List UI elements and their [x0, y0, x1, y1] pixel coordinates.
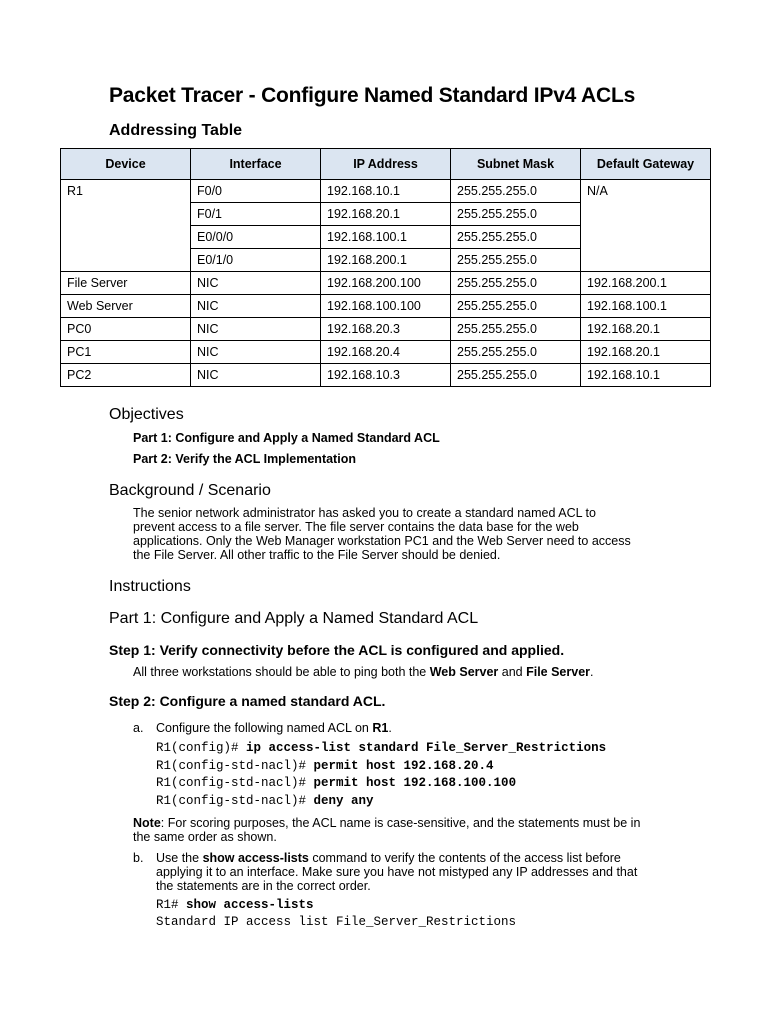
table-row — [61, 341, 711, 364]
cell-mask: 255.255.255.0 — [451, 295, 581, 318]
item-b-line: applying it to an interface. Make sure you have not mistyped any IP addresses and that — [156, 865, 638, 879]
item-b-text-a: Use the — [156, 851, 203, 865]
step1-text — [133, 665, 663, 679]
note-line — [133, 816, 663, 830]
cell-interface: NIC — [191, 318, 321, 341]
cell-interface: F0/0 — [191, 180, 321, 203]
cell-mask: 255.255.255.0 — [451, 272, 581, 295]
cell-device: PC0 — [61, 318, 191, 341]
code-line — [156, 741, 606, 755]
code-command: show access-lists — [186, 898, 314, 912]
code-line — [156, 776, 516, 790]
cell-mask: 255.255.255.0 — [451, 364, 581, 387]
item-b-text-b: command to verify the contents of the access list before — [308, 851, 621, 865]
step1-text-c: . — [590, 665, 594, 679]
item-b-line — [156, 851, 676, 865]
cell-device: PC2 — [61, 364, 191, 387]
background-line: applications. Only the Web Manager workstation PC1 and the Web Server need to access — [133, 534, 631, 548]
cell-device: Web Server — [61, 295, 191, 318]
background-line: The senior network administrator has asked you to create a standard named ACL to — [133, 506, 596, 520]
cell-mask: 255.255.255.0 — [451, 180, 581, 203]
background-line: prevent access to a file server. The file server contains the data base for the web — [133, 520, 579, 534]
code-command: ip access-list standard File_Server_Restrictions — [246, 741, 607, 755]
code-command: permit host 192.168.100.100 — [313, 776, 517, 790]
cell-ip: 192.168.100.100 — [321, 295, 451, 318]
cell-gateway: 192.168.200.1 — [581, 272, 711, 295]
note-text: : For scoring purposes, the ACL name is case-sensitive, and the statements must be in — [160, 816, 641, 830]
table-row — [61, 180, 711, 203]
cell-mask: 255.255.255.0 — [451, 203, 581, 226]
objectives-heading: Objectives — [109, 406, 184, 423]
cell-mask: 255.255.255.0 — [451, 341, 581, 364]
background-heading: Background / Scenario — [109, 482, 271, 499]
cell-gateway: 192.168.10.1 — [581, 364, 711, 387]
cell-ip: 192.168.100.1 — [321, 226, 451, 249]
cell-ip: 192.168.20.1 — [321, 203, 451, 226]
router-label: R1 — [372, 721, 389, 735]
note-line: the same order as shown. — [133, 830, 277, 844]
item-a-end: . — [388, 721, 392, 735]
code-output: Standard IP access list File_Server_Restrictions — [156, 915, 517, 929]
code-prompt: R1(config)# — [156, 741, 247, 755]
item-b-text — [156, 851, 676, 893]
addressing-table — [60, 148, 711, 387]
table-row — [61, 272, 711, 295]
show-command-label: show access-lists — [202, 851, 309, 865]
cell-device: File Server — [61, 272, 191, 295]
header-mask: Subnet Mask — [451, 149, 581, 180]
cell-interface: NIC — [191, 364, 321, 387]
note-paragraph — [133, 816, 663, 844]
file-server-label: File Server — [526, 665, 591, 679]
step1-heading: Step 1: Verify connectivity before the ACL is configured and applied. — [109, 642, 565, 658]
code-line — [156, 794, 374, 808]
cell-ip: 192.168.10.1 — [321, 180, 451, 203]
header-interface: Interface — [191, 149, 321, 180]
cell-mask: 255.255.255.0 — [451, 249, 581, 272]
step1-text-b: and — [498, 665, 527, 679]
addressing-heading: Addressing Table — [109, 122, 243, 139]
item-a-label: a. — [133, 721, 144, 735]
cell-interface: E0/1/0 — [191, 249, 321, 272]
cell-interface: NIC — [191, 272, 321, 295]
code-prompt: R1(config-std-nacl)# — [156, 794, 314, 808]
instructions-heading: Instructions — [109, 578, 191, 595]
item-b-label: b. — [133, 851, 144, 865]
cell-gateway: 192.168.20.1 — [581, 341, 711, 364]
cell-ip: 192.168.200.100 — [321, 272, 451, 295]
cell-ip: 192.168.10.3 — [321, 364, 451, 387]
item-a-text-a: Configure the following named ACL on — [156, 721, 373, 735]
note-label: Note — [133, 816, 161, 830]
header-gateway: Default Gateway — [581, 149, 711, 180]
cell-mask: 255.255.255.0 — [451, 318, 581, 341]
code-prompt: R1(config-std-nacl)# — [156, 776, 314, 790]
table-row — [61, 295, 711, 318]
background-paragraph — [133, 506, 663, 562]
step2-heading: Step 2: Configure a named standard ACL. — [109, 693, 386, 709]
background-line: the File Server. All other traffic to the File Server should be denied. — [133, 548, 501, 562]
code-prompt: R1(config-std-nacl)# — [156, 759, 314, 773]
code-command: permit host 192.168.20.4 — [313, 759, 494, 773]
table-row — [61, 318, 711, 341]
cell-interface: F0/1 — [191, 203, 321, 226]
step1-text-a: All three workstations should be able to ping both the — [133, 665, 430, 679]
web-server-label: Web Server — [429, 665, 499, 679]
table-row — [61, 364, 711, 387]
part1-heading: Part 1: Configure and Apply a Named Standard ACL — [109, 610, 479, 627]
cell-interface: NIC — [191, 295, 321, 318]
item-a-text — [156, 721, 686, 735]
code-prompt: R1# — [156, 898, 187, 912]
code-line — [156, 898, 314, 912]
code-command: deny any — [313, 794, 374, 808]
cell-ip: 192.168.20.3 — [321, 318, 451, 341]
cell-gateway: 192.168.100.1 — [581, 295, 711, 318]
cell-ip: 192.168.200.1 — [321, 249, 451, 272]
objective-part2: Part 2: Verify the ACL Implementation — [133, 452, 356, 466]
cell-gateway: N/A — [581, 180, 711, 272]
code-line — [156, 759, 494, 773]
cell-ip: 192.168.20.4 — [321, 341, 451, 364]
table-header-row — [61, 149, 711, 180]
item-b-line: the statements are in the correct order. — [156, 879, 371, 893]
page-title: Packet Tracer - Configure Named Standard IPv4 ACLs — [109, 84, 636, 107]
cell-gateway: 192.168.20.1 — [581, 318, 711, 341]
header-device: Device — [61, 149, 191, 180]
cell-interface: E0/0/0 — [191, 226, 321, 249]
cell-device: R1 — [61, 180, 191, 272]
cell-device: PC1 — [61, 341, 191, 364]
header-ip: IP Address — [321, 149, 451, 180]
cell-mask: 255.255.255.0 — [451, 226, 581, 249]
objective-part1: Part 1: Configure and Apply a Named Standard ACL — [133, 431, 440, 445]
cell-interface: NIC — [191, 341, 321, 364]
